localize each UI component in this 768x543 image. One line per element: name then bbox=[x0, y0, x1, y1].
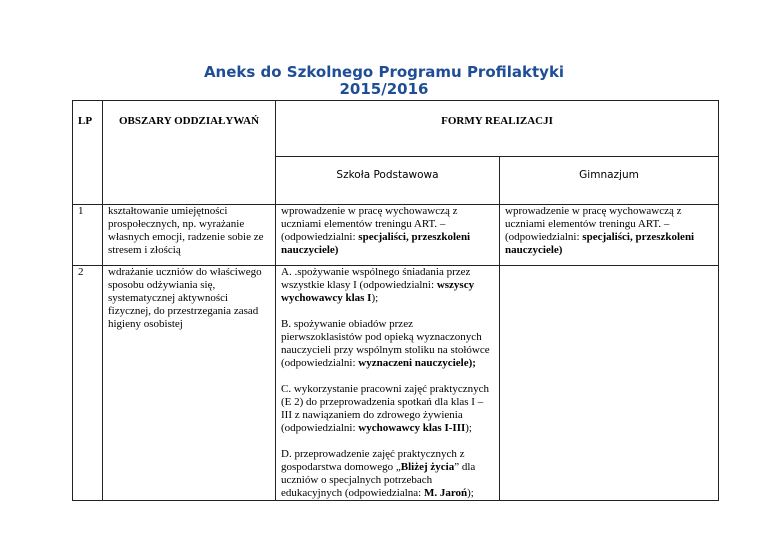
title-line-1: Aneks do Szkolnego Programu Profilaktyki bbox=[203, 63, 565, 81]
row-obszar: kształtowanie umiejętności prospołecznych, np. wyrażanie własnych emocji, radzenie sobie ze stresem i złością bbox=[103, 205, 276, 266]
header-row bbox=[73, 101, 719, 157]
row-szkola-podstawowa bbox=[276, 205, 500, 266]
header-gimnazjum: Gimnazjum bbox=[500, 157, 719, 205]
header-obszary: OBSZARY ODDZIAŁYWAŃ bbox=[103, 101, 276, 205]
cell-text: wprowadzenie w pracę wychowawczą z uczniami elementów treningu ART. – (odpowiedzialni: bbox=[505, 205, 682, 243]
item-a: A. .spożywanie wspólnego śniadania przez wszystkie klasy I (odpowiedzialni: wszyscy wychowawcy klas I); bbox=[281, 266, 475, 304]
table-row bbox=[73, 266, 719, 501]
header-szkola-podstawowa: Szkoła Podstawowa bbox=[276, 157, 500, 205]
cell-bold: specjaliści, przeszkoleni nauczyciele) bbox=[505, 231, 695, 256]
cell-text: wprowadzenie w pracę wychowawczą z uczniami elementów treningu ART. – (odpowiedzialni: bbox=[281, 205, 458, 243]
program-table bbox=[72, 100, 719, 501]
page-title bbox=[0, 64, 768, 98]
table-row bbox=[73, 205, 719, 266]
cell-bold: specjaliści, przeszkoleni nauczyciele) bbox=[281, 231, 471, 256]
row-obszar: wdrażanie uczniów do właściwego sposobu odżywiania się, systematycznej aktywności fizycznej, do przestrzegania zasad higieny osobistej bbox=[103, 266, 276, 501]
item-d: D. przeprowadzenie zajęć praktycznych z gospodarstwa domowego „Bliżej życia” dla uczniów o specjalnych potrzebach edukacyjnych (odpowiedzialna: M. Jaroń); bbox=[281, 448, 476, 499]
row-number: 1 bbox=[73, 205, 103, 266]
row-gimnazjum bbox=[500, 205, 719, 266]
row-number: 2 bbox=[73, 266, 103, 501]
item-b: B. spożywanie obiadów przez pierwszoklasistów pod opieką wyznaczonych nauczycieli przy wspólnym stoliku na stołówce (odpowiedzialni: wyznaczeni nauczyciele); bbox=[281, 318, 490, 369]
header-formy: FORMY REALIZACJI bbox=[276, 101, 719, 157]
title-line-2: 2015/2016 bbox=[339, 80, 429, 98]
item-c: C. wykorzystanie pracowni zajęć praktycznych (E 2) do przeprowadzenia spotkań dla klas I – III z nawiązaniem do zdrowego żywienia (odpowiedzialni: wychowawcy klas I-III); bbox=[281, 383, 489, 434]
header-lp: LP bbox=[73, 101, 103, 205]
row-szkola-podstawowa bbox=[276, 266, 500, 501]
row-gimnazjum bbox=[500, 266, 719, 501]
